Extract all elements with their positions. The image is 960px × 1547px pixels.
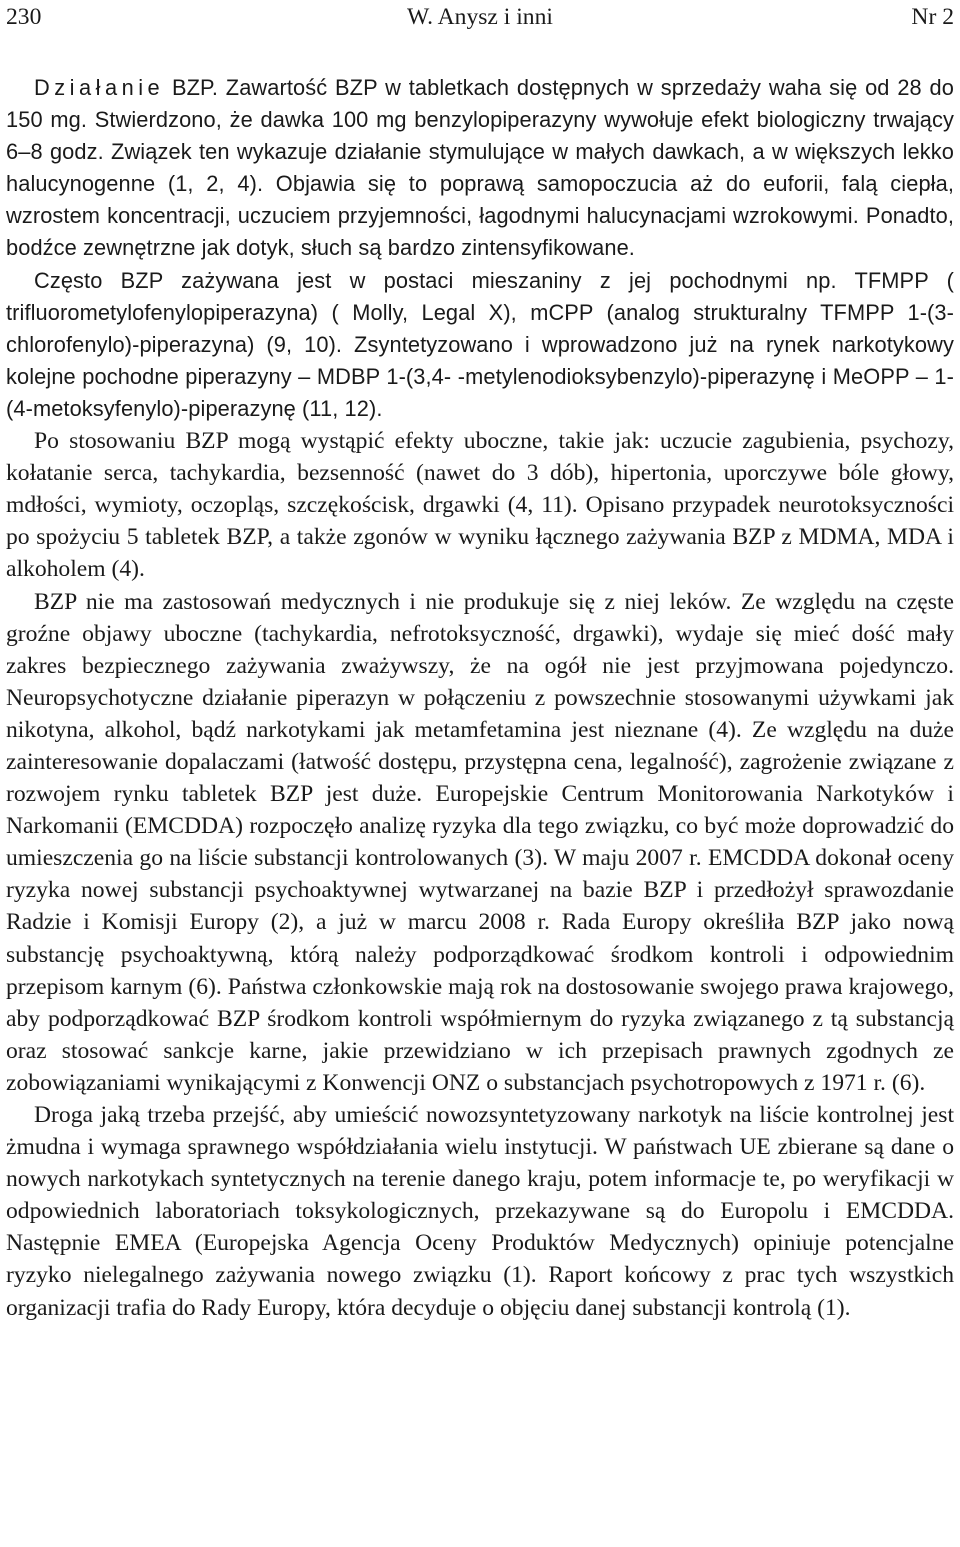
- page-number: 230: [6, 4, 42, 30]
- paragraph-legal-status: [6, 586, 954, 1100]
- paragraph-text: BZP nie ma zastosowań medycznych i nie produkuje się z niej leków. Ze względu na częste groźne objawy uboczne (tachykardia, nefrotoksyczność, drgawki), wydaje się mieć dość mały zakres bezpiecznego zażywania zważywszy, że na ogół nie jest przyjmowana pojedynczo. Neuropsychotyczne działanie piperazyn w połączeniu z powszechnie stosowanymi używkami jak nikotyna, alkohol, bądź narkotykami jak metamfetamina jest nieznane (4). Ze względu na duże zainteresowanie dopalaczami (łatwość dostępu, przystępna cena, legalność), zagrożenie związane z rozwojem rynku tabletek BZP jest duże. Europejskie Centrum Monitorowania Narkotyków i Narkomanii (EMCDDA) rozpoczęło analizę ryzyka dla tego związku, co być może doprowadzić do umieszczenia go na liście substancji kontrolowanych (3). W maju 2007 r. EMCDDA dokonał oceny ryzyka nowej substancji psychoaktywnej wytwarzanej na bazie BZP i przedłożył sprawozdanie Radzie i Komisji Europy (2), a już w marcu 2008 r. Rada Europy określiła BZP jako nową substancję psychoaktywną, którą należy podporządkować środkom kontroli i odpowiednim przepisom karnym (6). Państwa członkowskie mają rok na dostosowanie swojego prawa krajowego, aby podporządkować BZP środkom kontroli współmiernym do ryzyka związanego z tą substancją oraz stosować sankcje karne, jakie przewidziano w ich przepisach prawnych zgodnych ze zobowiązaniami wynikającymi z Konwencji ONZ o substancjach psychotropowych z 1971 r. (6).: [6, 588, 954, 1096]
- section-lead-heading: Działanie: [34, 75, 165, 100]
- paragraph-bzp-mixtures: [6, 265, 954, 425]
- paragraph-control-procedure: [6, 1099, 954, 1324]
- paragraph-text: Często BZP zażywana jest w postaci mieszaniny z jej pochodnymi np. TFMPP ( trifluorometylofenylopiperazyna) ( Molly, Legal X), mCPP (analog strukturalny TFMPP 1-(3-chlorofenylo)-piperazyna) (9, 10). Zsyntetyzowano i wprowadzono już na rynek narkotykowy kolejne pochodne piperazyny – MDBP 1-(3,4- -metylenodioksybenzylo)-piperazynę i MeOPP – 1-(4-metoksyfenylo)-piperazynę (11, 12).: [6, 267, 954, 421]
- article-body: [6, 72, 954, 1324]
- paragraph-side-effects: [6, 425, 954, 585]
- paragraph-text: BZP. Zawartość BZP w tabletkach dostępnych w sprzedaży waha się od 28 do 150 mg. Stwierdzono, że dawka 100 mg benzylopiperazyny wywołuje efekt biologiczny trwający 6–8 godz. Związek ten wykazuje działanie stymulujące w małych dawkach, a w większych lekko halucynogenne (1, 2, 4). Objawia się to poprawą samopoczucia aż do euforii, falą ciepła, wzrostem koncentracji, uczuciem przyjemności, łagodnymi halucynacjami wzrokowymi. Ponadto, bodźce zewnętrzne jak dotyk, słuch są bardzo zintensyfikowane.: [6, 75, 954, 261]
- running-header: [6, 1, 954, 33]
- paragraph-text: Po stosowaniu BZP mogą wystąpić efekty uboczne, takie jak: uczucie zagubienia, psychozy, kołatanie serca, tachykardia, bezsenność (nawet do 3 dób), hipertonia, uporczywe bóle głowy, mdłości, wymioty, oczopląs, szczękościsk, drgawki (4, 11). Opisano przypadek neurotoksyczności po spożyciu 5 tabletek BZP, a także zgonów w wyniku łącznego zażywania BZP z MDMA, MDA i alkoholem (4).: [6, 428, 954, 583]
- paragraph-text: Droga jaką trzeba przejść, aby umieścić nowozsyntetyzowany narkotyk na liście kontrolnej jest żmudna i wymaga sprawnego współdziałania wielu instytucji. W państwach UE zbierane są dane o nowych narkotykach syntetycznych na terenie danego kraju, potem informacje te, po weryfikacji w odpowiednich laboratoriach toksykologicznych, przekazywane są do Europolu i EMCDDA. Następnie EMEA (Europejska Agencja Oceny Produktów Medycznych) opiniuje potencjalne ryzyko nielegalnego zażywania nowego związku (1). Raport końcowy z prac tych wszystkich organizacji trafia do Rady Europy, która decyduje o objęciu danej substancji kontrolą (1).: [6, 1102, 954, 1321]
- running-header-authors: W. Anysz i inni: [407, 4, 553, 30]
- issue-number: Nr 2: [911, 4, 954, 30]
- paragraph-bzp-action: [6, 72, 954, 265]
